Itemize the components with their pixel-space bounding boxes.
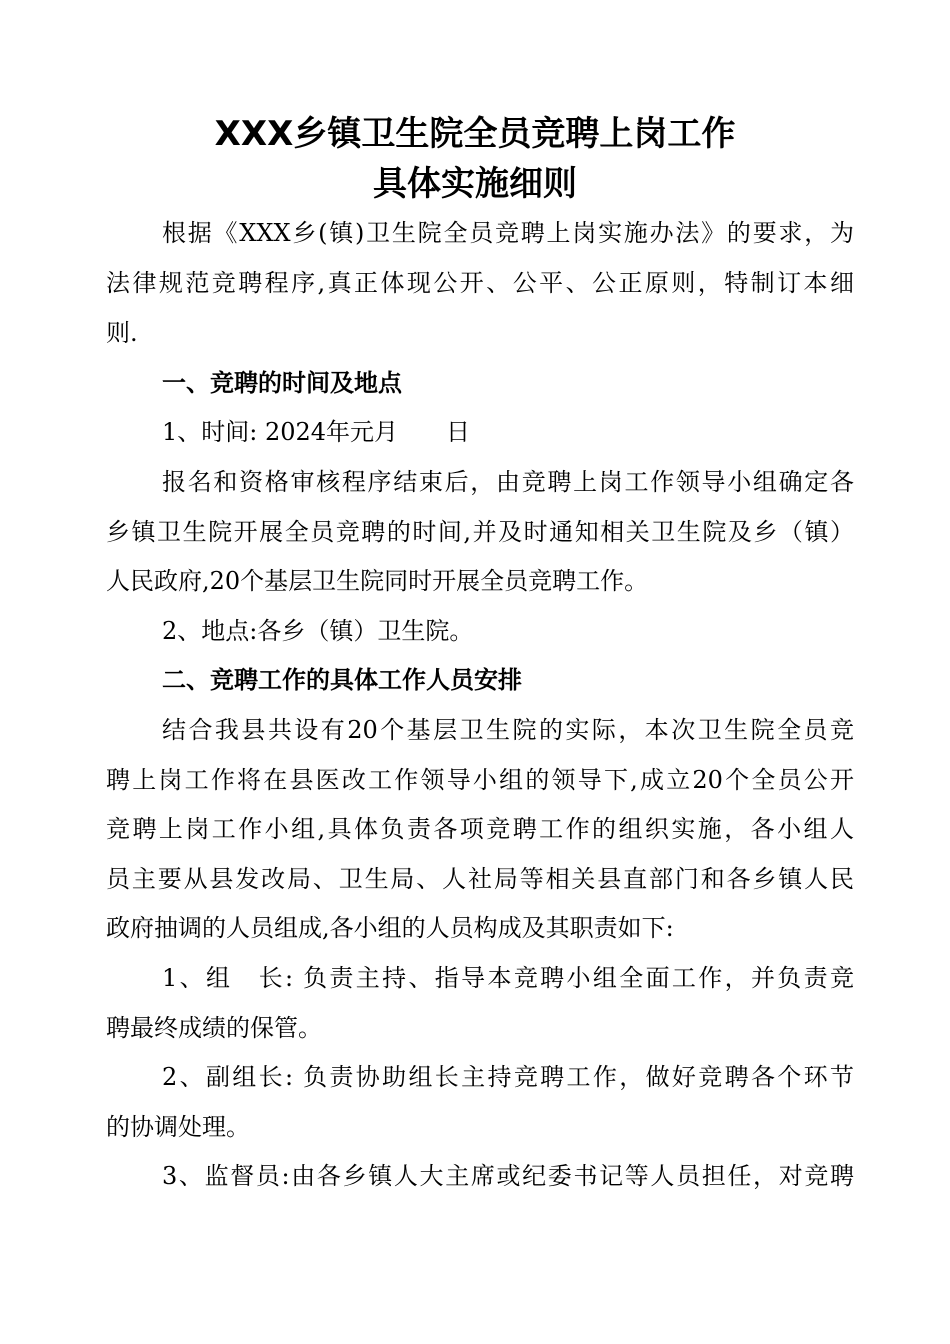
paragraph-line: 的协调处理。	[106, 1113, 250, 1141]
document-title-line-2: 具体实施细则	[373, 164, 577, 204]
paragraph-line: 聘上岗工作将在县医改工作领导小组的领导下,成立20个全员公开	[106, 766, 854, 794]
paragraph-line: 2、副组长: 负责协助组长主持竞聘工作，做好竞聘各个环节	[162, 1063, 854, 1091]
paragraph-line: 竞聘上岗工作小组,具体负责各项竞聘工作的组织实施，各小组人	[106, 815, 854, 843]
section-heading-2: 二、竞聘工作的具体工作人员安排	[162, 666, 522, 694]
paragraph-line: 根据《XXX乡(镇)卫生院全员竞聘上岗实施办法》的要求，为	[162, 219, 854, 247]
paragraph-line: 乡镇卫生院开展全员竞聘的时间,并及时通知相关卫生院及乡（镇）	[106, 518, 854, 546]
paragraph-line: 1、组 长: 负责主持、指导本竞聘小组全面工作，并负责竞	[162, 964, 854, 992]
paragraph-line: 人民政府,20个基层卫生院同时开展全员竞聘工作。	[106, 567, 649, 595]
paragraph-line: 政府抽调的人员组成,各小组的人员构成及其职责如下:	[106, 914, 674, 942]
paragraph-line: 员主要从县发改局、卫生局、人社局等相关县直部门和各乡镇人民	[106, 865, 854, 893]
paragraph-line: 则.	[106, 319, 138, 347]
document-title-line-1: XXX乡镇卫生院全员竞聘上岗工作	[214, 114, 736, 154]
paragraph-line: 法律规范竞聘程序,真正体现公开、公平、公正原则，特制订本细	[106, 269, 854, 297]
paragraph-line: 3、监督员:由各乡镇人大主席或纪委书记等人员担任，对竞聘	[162, 1162, 854, 1190]
paragraph-line: 1、时间: 2024年元月 日	[162, 418, 471, 446]
section-heading-1: 一、竞聘的时间及地点	[162, 369, 402, 397]
paragraph-line: 报名和资格审核程序结束后，由竞聘上岗工作领导小组确定各	[162, 468, 854, 496]
paragraph-line: 结合我县共设有20个基层卫生院的实际，本次卫生院全员竞	[162, 716, 854, 744]
paragraph-line: 聘最终成绩的保管。	[106, 1014, 322, 1042]
paragraph-line: 2、地点:各乡（镇）卫生院。	[162, 617, 474, 645]
